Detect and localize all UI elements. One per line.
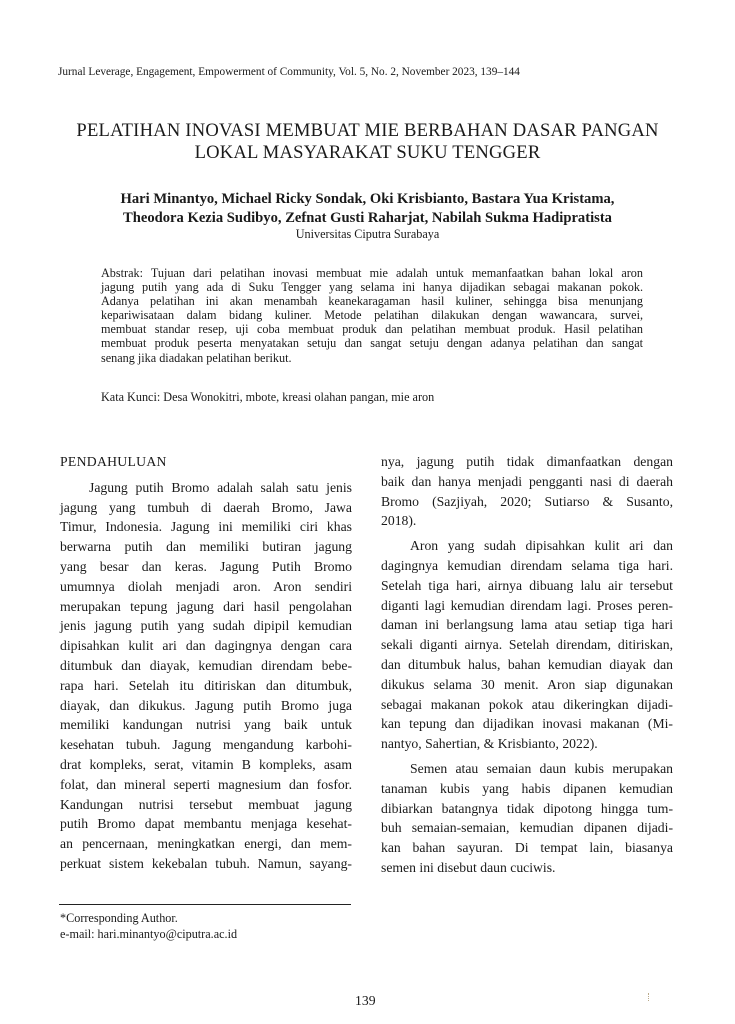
paper-title: [40, 120, 695, 164]
paragraph: nya, jagung putih tidak dimanfaatkan dengan baik dan hanya menjadi pengganti nasi di daerah Bromo (Sazjiyah, 2020; Sutiarso & Susanto, 2018).: [381, 454, 673, 529]
running-head: Jurnal Leverage, Engagement, Empowerment of Community, Vol. 5, No. 2, November 2023, 139–144: [58, 66, 520, 78]
paragraph: Semen atau semaian daun kubis merupakan tanaman kubis yang habis dipanen kemudian dibiarkan batangnya tidak dipotong hingga tum- buh semaian-semaian, kemudian dipanen dijadi- kan bahan sayuran. Di tempat lain, biasanya semen ini disebut daun cuciwis.: [381, 760, 673, 875]
paragraph: Aron yang sudah dipisahkan kulit ari dan dagingnya kemudian direndam selama tiga hari. Setelah tiga hari, airnya dibuang lalu air tersebut diganti lagi kemudian direndam lagi. Proses peren- daman ini berlangsung lama atau setiap tiga hari sekali diganti airnya. Setelah direndam, ditiriskan, dan ditumbuk halus, bahan kemudian diayak dan dikukus selama 30 menit. Aron siap digunakan sebagai makanan pokok atau dikeringkan dijadi- kan tepung dan dijadikan inovasi makanan (Mi- nantyo, Sahertian, & Krisbianto, 2022).: [381, 538, 673, 752]
keywords-label: Kata Kunci:: [101, 390, 161, 404]
abstract-label: Abstrak:: [101, 266, 143, 280]
keywords-value: Desa Wonokitri, mbote, kreasi olahan pangan, mie aron: [163, 390, 435, 404]
footnote: [60, 910, 237, 942]
abstract: Abstrak: Tujuan dari pelatihan inovasi membuat mie adalah untuk memanfaatkan bahan lokal aron jagung putih yang ada di Suku Tengger yang selama ini hanya dijadikan sebagai makanan pokok. Adanya pelatihan ini akan menambah keanekaragaman hasil kuliner, sehingga bisa menunjang kepariwisataan dalam bidang kuliner. Metode pelatihan dilakukan dengan wawancara, survei, membuat standar resep, uji coba membuat produk dan pelatihan membuat produk. Hasil pelatihan membuat produk peserta menyatakan setuju dan sangat setuju dengan adanya pelatihan dan sangat senang jika diadakan pelatihan berikut.: [101, 266, 643, 365]
page-number: 139: [355, 993, 376, 1008]
author-line: Theodora Kezia Sudibyo, Zefnat Gusti Raharjat, Nabilah Sukma Hadipratista: [123, 210, 612, 226]
affiliation: Universitas Ciputra Surabaya: [295, 227, 440, 241]
author-email: e-mail: hari.minantyo@ciputra.ac.id: [60, 927, 238, 941]
scan-artifact: [648, 993, 650, 1001]
footnote-divider: [59, 904, 351, 905]
body-column-right: [381, 452, 673, 878]
author-line: Hari Minantyo, Michael Ricky Sondak, Oki Krisbianto, Bastara Yua Kristama,: [120, 191, 615, 207]
title-line: LOKAL MASYARAKAT SUKU TENGGER: [194, 142, 541, 163]
title-line: PELATIHAN INOVASI MEMBUAT MIE BERBAHAN DASAR PANGAN: [76, 120, 659, 141]
keywords: [101, 390, 643, 405]
corresponding-author-note: *Corresponding Author.: [60, 911, 178, 925]
body-column-left: [60, 452, 352, 874]
author-list: [40, 190, 695, 228]
paragraph: Jagung putih Bromo adalah salah satu jenis jagung yang tumbuh di daerah Bromo, Jawa Timur, Indonesia. Jagung ini memiliki ciri khas berwarna putih dan memiliki butiran jagung yang besar dan keras. Jagung Putih Bromo umumnya diolah menjadi aron. Aron sendiri merupakan tepung jagung dari hasil pengolahan jenis jagung putih yang sudah dipipil kemudian dipisahkan kulit ari dan dagingnya dengan cara ditumbuk dan diayak, kemudian direndam bebe- rapa hari. Setelah itu ditiriskan dan ditumbuk, diayak, dan dikukus. Jagung putih Bromo juga memiliki kandungan nutrisi yang baik untuk kesehatan tubuh. Jagung mengandung karbohi- drat kompleks, serat, vitamin B kompleks, asam folat, dan mineral seperti magnesium dan fosfor. Kandungan nutrisi tersebut membuat jagung putih Bromo dapat membantu menjaga kesehat- an pencernaan, meningkatkan energi, dan mem- perkuat sistem kekebalan tubuh. Namun, sayang-: [60, 479, 352, 871]
section-heading: PENDAHULUAN: [60, 454, 167, 469]
